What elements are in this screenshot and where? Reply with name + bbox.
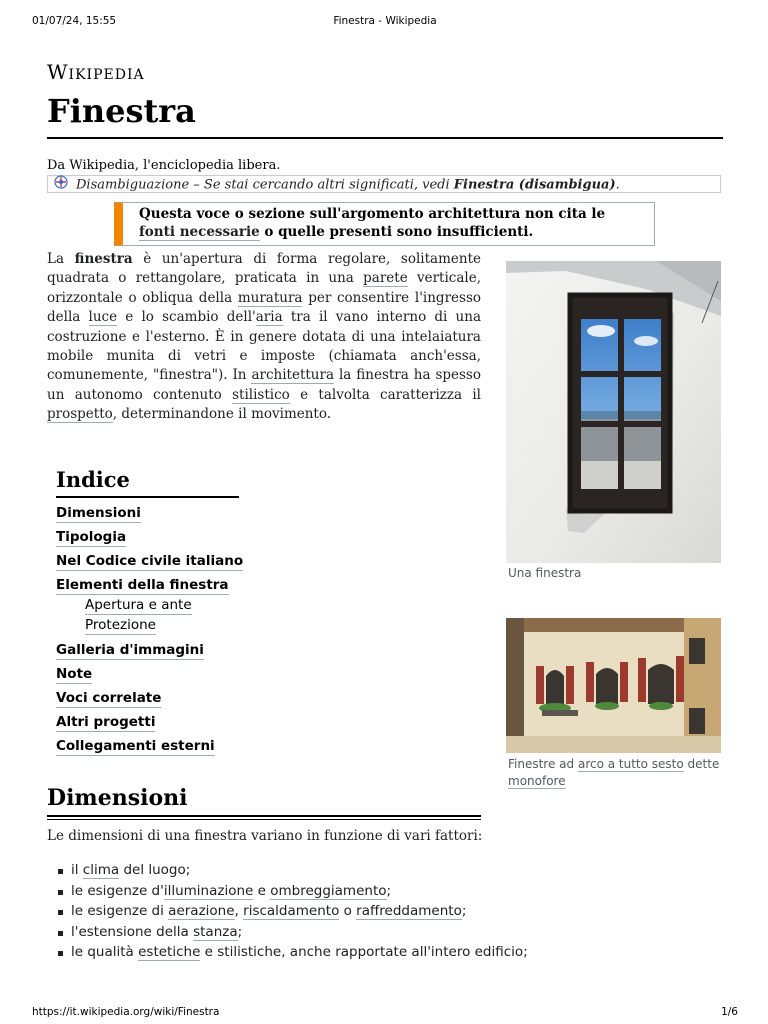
text-run: e stilistiche, anche rapportate all'intero edificio;: [200, 944, 528, 960]
text-run: le qualità: [71, 944, 139, 960]
list-item: [58, 944, 528, 965]
disambiguation-hatnote: [47, 175, 721, 193]
text-run: e talvolta caratterizza il: [289, 386, 481, 403]
text-run: la finestra ha spesso un autonomo contenuto: [47, 367, 481, 403]
page-title: Finestra: [47, 92, 196, 130]
text-run: e: [253, 882, 271, 899]
text-run: verticale, orizzontale o obliqua della: [47, 270, 482, 306]
section-divider: [47, 815, 481, 817]
wikipedia-logo[interactable]: Wikipedia: [47, 60, 145, 84]
text-run: il: [71, 862, 83, 878]
hatnote-link[interactable]: Finestra (disambigua): [453, 177, 616, 193]
toc-item[interactable]: Tipologia: [56, 529, 127, 545]
inline-link[interactable]: riscaldamento: [243, 903, 340, 919]
print-url: https://it.wikipedia.org/wiki/Finestra: [32, 1006, 220, 1018]
text-run: ,: [234, 903, 244, 919]
print-date: 01/07/24, 15:55: [32, 15, 117, 27]
text-run: , determinandone il movimento.: [112, 406, 332, 423]
inline-link[interactable]: estetiche: [138, 944, 201, 960]
section-heading-dimensioni: Dimensioni: [47, 785, 188, 811]
list-item: [58, 924, 528, 945]
text-run: è un'apertura di forma regolare, solitamente quadrata o rettangolare, praticata in una: [47, 251, 481, 287]
text-run: tra il vano interno di una costruzione e l'esterno. È in genere dotata di una intelaiatura mobile munita di vetri e imposte (chiamata anch'essa, comunemente, "finestra"). In: [47, 309, 481, 384]
toc-subitem[interactable]: Apertura e ante: [85, 597, 192, 613]
text-run: Finestre ad: [508, 757, 578, 771]
site-subtitle: Da Wikipedia, l'enciclopedia libera.: [47, 158, 281, 173]
text-run: La: [47, 251, 75, 267]
text-run: dette: [683, 757, 720, 771]
toc-title: Indice: [56, 467, 130, 492]
list-item: [58, 883, 528, 904]
toc-item[interactable]: Collegamenti esterni: [56, 737, 215, 754]
text-run: per consentire l'ingresso della: [47, 289, 482, 326]
toc-item[interactable]: Galleria d'immagini: [56, 641, 204, 658]
ambox-text-2: o quelle presenti sono insufficienti: [259, 224, 529, 240]
window-photo[interactable]: [506, 261, 721, 563]
hatnote-label: Disambiguazione: [76, 177, 190, 193]
text-run: e lo scambio dell': [117, 309, 256, 326]
list-item: [58, 862, 528, 883]
inline-link[interactable]: architettura: [251, 367, 334, 384]
text-run: ;: [237, 923, 243, 940]
text-run: ;: [461, 903, 467, 919]
inline-link[interactable]: ombreggiamento: [270, 882, 387, 899]
ambox-text: Questa voce o sezione sull'argomento architettura non cita le: [139, 206, 606, 222]
text-run: o: [339, 903, 357, 919]
lead-paragraph: [47, 250, 481, 425]
text-run: le esigenze d': [71, 882, 164, 899]
toc-item[interactable]: Altri progetti: [56, 713, 156, 730]
disambiguation-icon: [54, 175, 68, 193]
text-run: l'estensione della: [71, 923, 194, 940]
factors-list: [58, 862, 528, 965]
bold-term: finestra: [74, 251, 133, 267]
hatnote-end: .: [615, 177, 620, 193]
text-run: le esigenze di: [71, 903, 169, 919]
toc-item[interactable]: Dimensioni: [56, 505, 141, 521]
inline-link[interactable]: stanza: [193, 923, 238, 940]
figure-caption-1: Una finestra: [508, 566, 582, 580]
toc-divider: [56, 496, 239, 498]
inline-link[interactable]: arco a tutto sesto: [577, 757, 684, 771]
section-intro: Le dimensioni di una finestra variano in funzione di vari fattori:: [47, 828, 483, 844]
hatnote-text: – Se stai cercando altri significati, vedi: [189, 177, 454, 193]
toc-item[interactable]: Note: [56, 665, 93, 682]
toc-item[interactable]: Elementi della finestra: [56, 577, 229, 593]
inline-link[interactable]: stilistico: [232, 386, 290, 403]
building-photo[interactable]: [506, 618, 721, 753]
toc-subitem[interactable]: Protezione: [85, 616, 156, 633]
print-page-number: 1/6: [721, 1006, 738, 1018]
inline-link[interactable]: monofore: [508, 774, 566, 788]
inline-link[interactable]: clima: [82, 862, 120, 878]
inline-link[interactable]: aerazione: [168, 903, 235, 919]
inline-link[interactable]: prospetto: [47, 406, 113, 423]
inline-link[interactable]: illuminazione: [163, 882, 254, 899]
citation-needed-notice: [114, 202, 655, 246]
section-divider-thin: [47, 819, 481, 820]
text-run: del luogo;: [119, 862, 191, 878]
toc-item[interactable]: Voci correlate: [56, 689, 162, 706]
print-title: Finestra - Wikipedia: [333, 15, 437, 27]
inline-link[interactable]: aria: [255, 309, 283, 326]
inline-link[interactable]: luce: [88, 309, 118, 326]
inline-link[interactable]: raffreddamento: [356, 903, 462, 919]
figure-caption-2: [508, 756, 723, 790]
text-run: ;: [386, 882, 392, 899]
title-divider: [47, 137, 723, 139]
list-item: [58, 903, 528, 924]
inline-link[interactable]: parete: [363, 270, 408, 287]
ambox-end: .: [528, 224, 534, 240]
ambox-link-fonti[interactable]: fonti necessarie: [139, 224, 260, 240]
toc-item[interactable]: Nel Codice civile italiano: [56, 553, 244, 569]
inline-link[interactable]: muratura: [237, 289, 303, 306]
